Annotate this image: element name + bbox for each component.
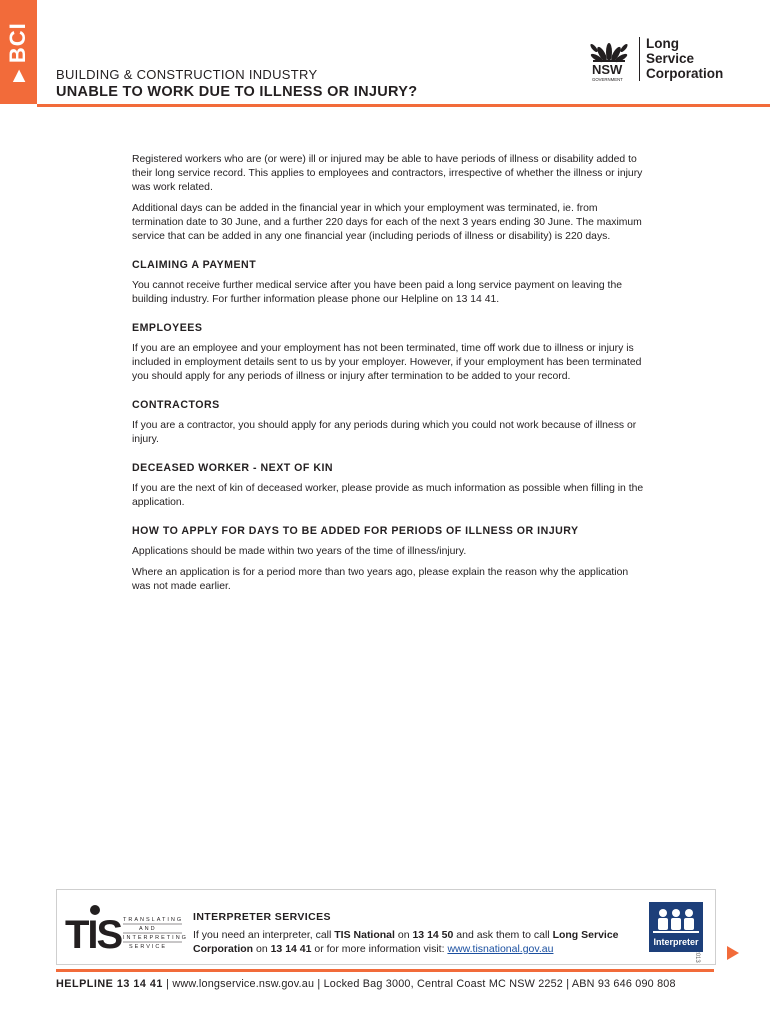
lsc-phone: 13 14 41 — [270, 943, 312, 955]
bci-tab-text: BCI — [5, 22, 30, 64]
tis-line-2: AND — [139, 926, 157, 932]
tis-line-4: SERVICE — [129, 944, 168, 950]
lsc-logo-text — [646, 36, 723, 81]
tis-national: TIS National — [334, 929, 395, 941]
interp-text-d: on — [253, 943, 271, 955]
claiming-heading: CLAIMING A PAYMENT — [132, 259, 257, 271]
deceased-text: If you are the next of kin of deceased worker, please provide as much information as possible when filling in the application. — [132, 483, 644, 508]
tis-letters: TIS — [65, 913, 122, 954]
footer-sep-3: | — [563, 978, 572, 990]
header-rule — [37, 104, 770, 107]
footer-helpline: HELPLINE 13 14 41 — [56, 978, 163, 990]
header-subtitle: BUILDING & CONSTRUCTION INDUSTRY — [56, 67, 318, 82]
intro-paragraph-2: Additional days can be added in the financial year in which your employment was terminated, ie. from termination date to 30 June, and a further 220 days for each of the next 3 years ending 30 June. The maximum service that can be added in any one financial year (including periods of illness or disability) is 220 days. — [132, 203, 642, 242]
claiming-text: You cannot receive further medical service after you have been paid a long service payment on leaving the building industry. For further information please phone our Helpline on 13 14 41. — [132, 280, 623, 305]
howto-heading: HOW TO APPLY FOR DAYS TO BE ADDED FOR PERIODS OF ILLNESS OR INJURY — [132, 525, 579, 537]
intro-paragraph-1: Registered workers who are (or were) ill or injured may be able to have periods of illness or disability added to their long service record. This applies to employees and contractors, irrespective of whether the illness or injury was work related. — [132, 154, 643, 193]
main-content — [132, 153, 644, 601]
tis-website-link[interactable]: www.tisnational.gov.au — [447, 943, 554, 955]
nsw-wordmark: NSW — [592, 62, 623, 77]
howto-text-1: Applications should be made within two years of the time of illness/injury. — [132, 546, 467, 557]
footer — [56, 978, 676, 990]
interpreter-text — [193, 928, 633, 956]
contractors-heading: CONTRACTORS — [132, 399, 220, 411]
lsc-logo-line3: Corporation — [646, 66, 724, 81]
tis-logo — [65, 900, 195, 954]
interp-text-e: or for more information visit: — [311, 943, 448, 955]
employees-heading: EMPLOYEES — [132, 322, 203, 334]
footer-sep-1: | — [162, 978, 173, 990]
footer-rule — [56, 969, 714, 972]
waratah-icon — [590, 43, 629, 64]
bci-tab — [0, 0, 37, 104]
tis-line-1: TRANSLATING — [123, 917, 184, 923]
footer-website: www.longservice.nsw.gov.au — [172, 978, 315, 990]
footer-abn: ABN 93 646 090 808 — [571, 978, 676, 990]
logo-divider — [639, 37, 640, 81]
government-wordmark: GOVERNMENT — [592, 77, 623, 82]
play-arrow-icon: ▶ — [10, 69, 27, 82]
page-title: UNABLE TO WORK DUE TO ILLNESS OR INJURY? — [56, 84, 418, 100]
lsc-name: Long Service Corporation — [193, 929, 619, 955]
contractors-text: If you are a contractor, you should apply for any periods during which you could not work because of illness or injury. — [132, 420, 637, 445]
footer-sep-2: | — [314, 978, 324, 990]
interp-text-a: If you need an interpreter, call — [193, 929, 335, 941]
lsc-logo-line1: Long — [646, 36, 679, 51]
interpreter-icon-label: Interpreter — [653, 937, 699, 947]
orange-arrow-icon — [727, 946, 739, 960]
bci-tab-label — [2, 2, 34, 102]
tis-line-3: INTERPRETING — [123, 935, 188, 941]
interpreter-title: INTERPRETER SERVICES — [193, 911, 331, 923]
interp-text-c: and ask them to call — [453, 929, 553, 941]
tis-phone: 13 14 50 — [412, 929, 454, 941]
interpreter-icon — [649, 902, 703, 952]
interp-text-b: on — [394, 929, 413, 941]
employees-text: If you are an employee and your employment has not been terminated, time off work due to illness or injury is included in employment details sent to us by your employer. However, if your employment has been terminated you should apply for any periods of illness or injury after termination to be added to your record. — [132, 343, 642, 382]
lsc-logo-line2: Service — [646, 51, 695, 66]
footer-address: Locked Bag 3000, Central Coast MC NSW 2252 — [323, 978, 564, 990]
deceased-heading: DECEASED WORKER - NEXT OF KIN — [132, 462, 334, 474]
howto-text-2: Where an application is for a period more than two years ago, please explain the reason why the application was not made earlier. — [132, 567, 629, 592]
interpreter-services-box — [56, 889, 716, 965]
